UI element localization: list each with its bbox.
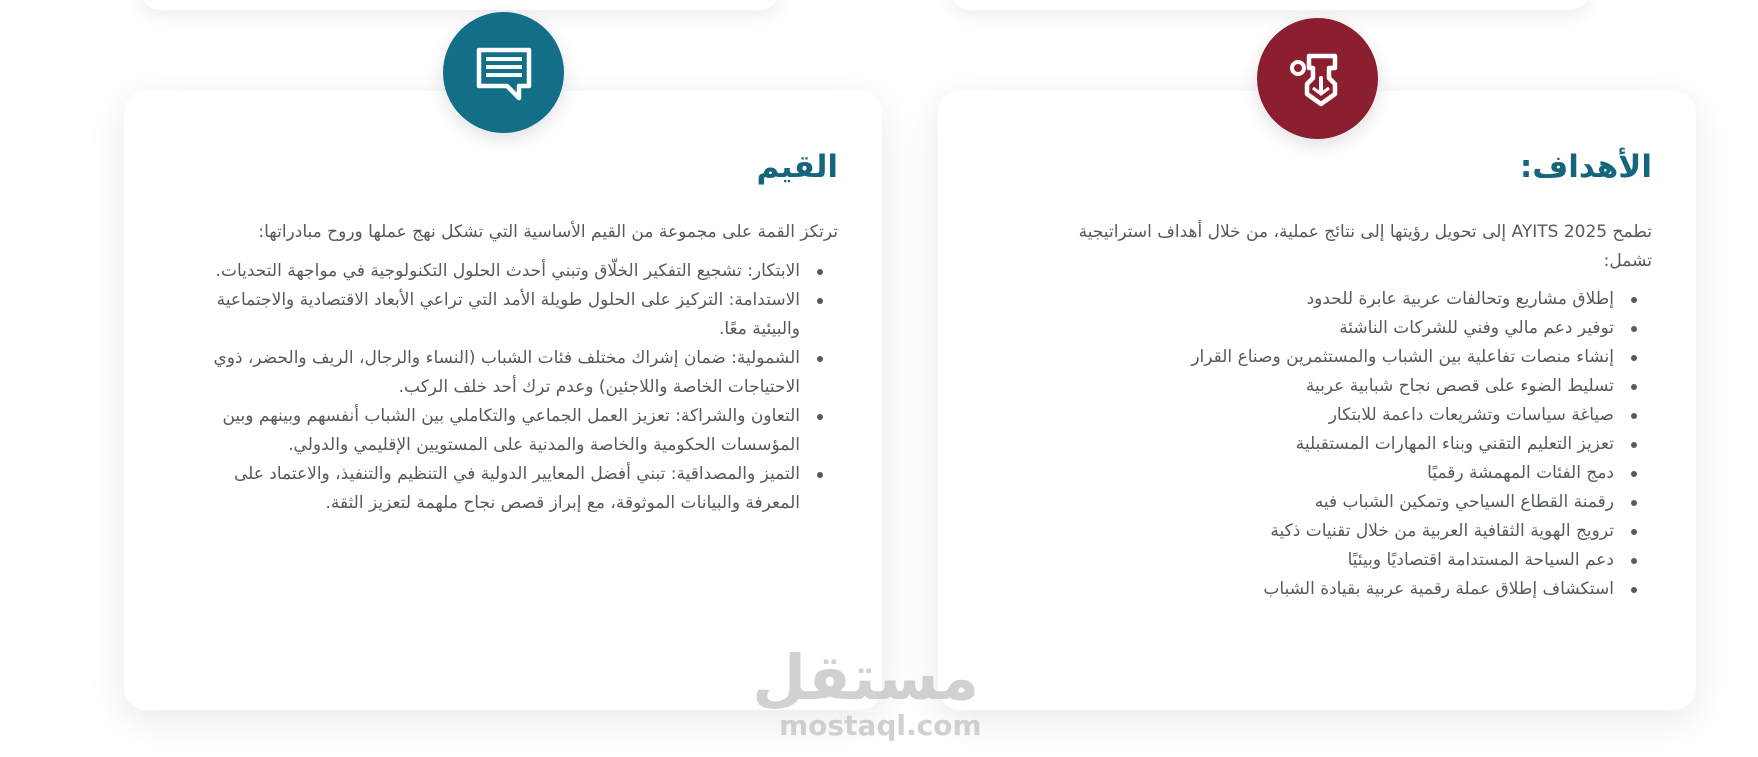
values-list <box>198 257 838 518</box>
list-item: دمج الفئات المهمشة رقميًا <box>1191 459 1652 488</box>
message-lines-icon <box>473 42 535 104</box>
list-item: استكشاف إطلاق عملة رقمية عربية بقيادة الشباب <box>1191 575 1652 604</box>
list-item: إطلاق مشاريع وتحالفات عربية عابرة للحدود <box>1191 285 1652 314</box>
values-card <box>124 91 882 710</box>
pen-nib-icon <box>1287 48 1349 110</box>
list-item: رقمنة القطاع السياحي وتمكين الشباب فيه <box>1191 488 1652 517</box>
watermark-logo <box>752 641 982 742</box>
list-item: دعم السياحة المستدامة اقتصاديًا وبيئيًا <box>1191 546 1652 575</box>
goals-badge <box>1257 18 1378 139</box>
values-title: القيم <box>756 149 838 185</box>
previous-card-edge <box>950 0 1590 10</box>
list-item: التعاون والشراكة: تعزيز العمل الجماعي والتكاملي بين الشباب أنفسهم وبينهم وبين المؤسسات الحكومية والخاصة والمدنية على المستويين الإقليمي والدولي. <box>198 402 838 460</box>
list-item: الشمولية: ضمان إشراك مختلف فئات الشباب (النساء والرجال، الريف والحضر، ذوي الاحتياجات الخاصة واللاجئين) وعدم ترك أحد خلف الركب. <box>198 344 838 402</box>
goals-list <box>1191 285 1652 604</box>
list-item: تسليط الضوء على قصص نجاح شبابية عربية <box>1191 372 1652 401</box>
list-item: ترويج الهوية الثقافية العربية من خلال تقنيات ذكية <box>1191 517 1652 546</box>
previous-card-edge <box>140 0 780 10</box>
list-item: الابتكار: تشجيع التفكير الخلّاق وتبني أحدث الحلول التكنولوجية في مواجهة التحديات. <box>198 257 838 286</box>
list-item: صياغة سياسات وتشريعات داعمة للابتكار <box>1191 401 1652 430</box>
list-item: توفير دعم مالي وفني للشركات الناشئة <box>1191 314 1652 343</box>
list-item: التميز والمصداقية: تبني أفضل المعايير الدولية في التنظيم والتنفيذ، والاعتماد على المعرفة والبيانات الموثوقة، مع إبراز قصص نجاح ملهمة لتعزيز الثقة. <box>198 460 838 518</box>
list-item: إنشاء منصات تفاعلية بين الشباب والمستثمرين وصناع القرار <box>1191 343 1652 372</box>
watermark-arabic: مستقل <box>752 641 979 714</box>
values-badge <box>443 12 564 133</box>
goals-card <box>938 91 1696 710</box>
values-intro: ترتكز القمة على مجموعة من القيم الأساسية التي تشكل نهج عملها وروح مبادراتها: <box>258 222 838 242</box>
goals-title: الأهداف: <box>1519 149 1652 185</box>
list-item: تعزيز التعليم التقني وبناء المهارات المستقبلية <box>1191 430 1652 459</box>
watermark-latin: mostaql.com <box>779 709 982 742</box>
list-item: الاستدامة: التركيز على الحلول طويلة الأمد التي تراعي الأبعاد الاقتصادية والاجتماعية والبيئية معًا. <box>198 286 838 344</box>
goals-intro: تطمح AYITS 2025 إلى تحويل رؤيتها إلى نتائج عملية، من خلال أهداف استراتيجية تشمل: <box>1078 222 1652 271</box>
